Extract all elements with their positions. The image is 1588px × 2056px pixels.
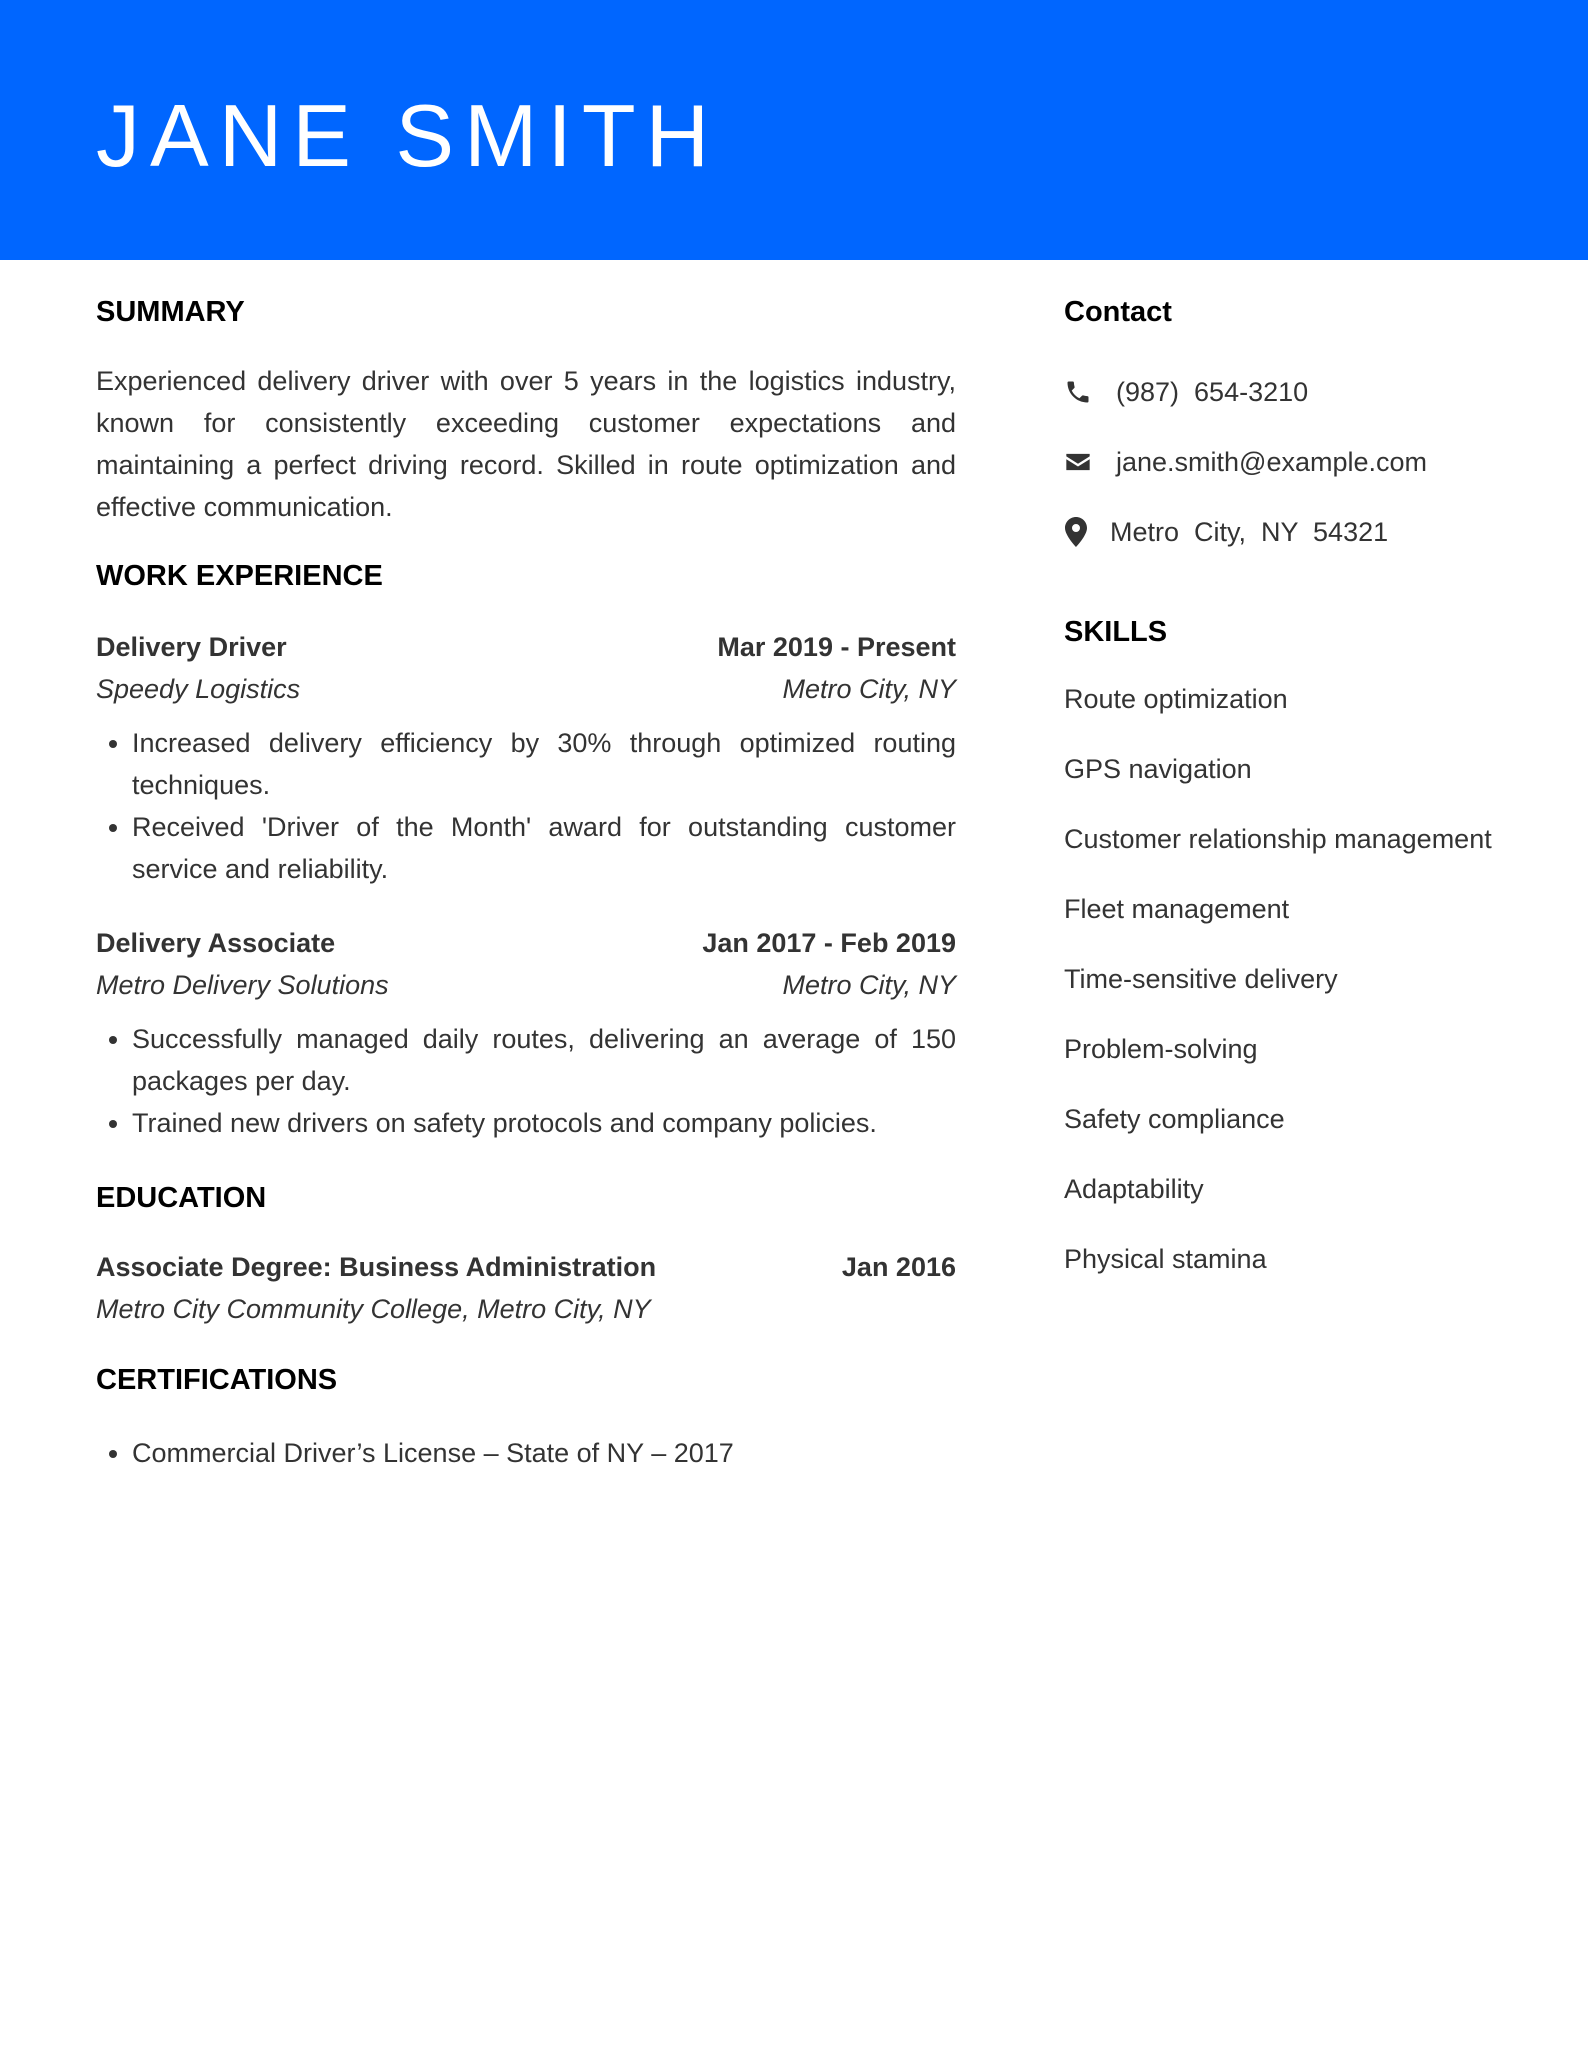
job-bullet: • Increased delivery efficiency by 30% through optimized routing techniques.	[132, 722, 956, 806]
summary-section	[96, 292, 956, 528]
job-entry	[96, 922, 956, 1144]
phone-icon	[1064, 378, 1092, 406]
education-section	[96, 1178, 956, 1330]
skill-item: Safety compliance	[1064, 1104, 1285, 1134]
job-location: Metro City, NY	[782, 970, 956, 1000]
contact-section	[1064, 292, 1504, 552]
job-entry	[96, 626, 956, 890]
skill-item: Fleet management	[1064, 894, 1290, 924]
skill-item: Problem-solving	[1064, 1034, 1258, 1064]
job-bullets	[96, 722, 956, 890]
job-dates: Mar 2019 - Present	[717, 632, 956, 662]
job-bullet: • Received 'Driver of the Month' award for outstanding customer service and reliability.	[132, 806, 956, 890]
skill-item: Time-sensitive delivery	[1064, 964, 1338, 994]
certifications-section	[96, 1360, 956, 1474]
contact-heading: Contact	[1064, 296, 1172, 328]
job-bullet: • Trained new drivers on safety protocols and company policies.	[132, 1102, 956, 1144]
skill-item: GPS navigation	[1064, 754, 1252, 784]
job-role: Delivery Driver	[96, 632, 287, 662]
job-role: Delivery Associate	[96, 928, 336, 958]
certification-item: • Commercial Driver’s License – State of NY – 2017	[132, 1432, 956, 1474]
job-bullets	[96, 1018, 956, 1144]
job-company: Speedy Logistics	[96, 674, 301, 704]
sidebar-column	[1064, 292, 1504, 1280]
work-experience-heading: WORK EXPERIENCE	[96, 560, 383, 592]
map-marker-icon	[1064, 518, 1092, 546]
skill-item: Customer relationship management	[1064, 824, 1492, 854]
skill-item: Physical stamina	[1064, 1244, 1267, 1274]
job-location: Metro City, NY	[782, 674, 956, 704]
certification-list	[96, 1432, 956, 1474]
phone-text[interactable]: (987) 654-3210	[1116, 377, 1309, 407]
education-heading: EDUCATION	[96, 1182, 267, 1214]
degree-date: Jan 2016	[841, 1252, 956, 1282]
contact-email	[1064, 442, 1504, 482]
location-text: Metro City, NY 54321	[1110, 517, 1389, 547]
main-column	[96, 292, 956, 1474]
skill-item: Route optimization	[1064, 684, 1288, 714]
summary-text: Experienced delivery driver with over 5 years in the logistics industry, known for consistently exceeding customer expectations and maintaining a perfect driving record. Skilled in route optimization and effective communication.	[96, 366, 956, 522]
contact-location	[1064, 512, 1504, 552]
email-text[interactable]: jane.smith@example.com	[1116, 447, 1428, 477]
envelope-icon	[1064, 448, 1092, 476]
work-experience-section	[96, 556, 956, 1144]
certifications-heading: CERTIFICATIONS	[96, 1364, 338, 1396]
job-dates: Jan 2017 - Feb 2019	[702, 928, 956, 958]
job-company: Metro Delivery Solutions	[96, 970, 389, 1000]
candidate-name: JANE SMITH	[96, 86, 720, 185]
skill-item: Adaptability	[1064, 1174, 1204, 1204]
header-banner	[0, 0, 1588, 260]
summary-heading: SUMMARY	[96, 296, 245, 328]
job-bullet: • Successfully managed daily routes, delivering an average of 150 packages per day.	[132, 1018, 956, 1102]
contact-phone	[1064, 372, 1504, 412]
skills-heading: SKILLS	[1064, 616, 1168, 648]
degree-name: Associate Degree: Business Administration	[96, 1252, 657, 1282]
school-name: Metro City Community College, Metro City, NY	[96, 1294, 651, 1324]
skills-section	[1064, 612, 1504, 1280]
